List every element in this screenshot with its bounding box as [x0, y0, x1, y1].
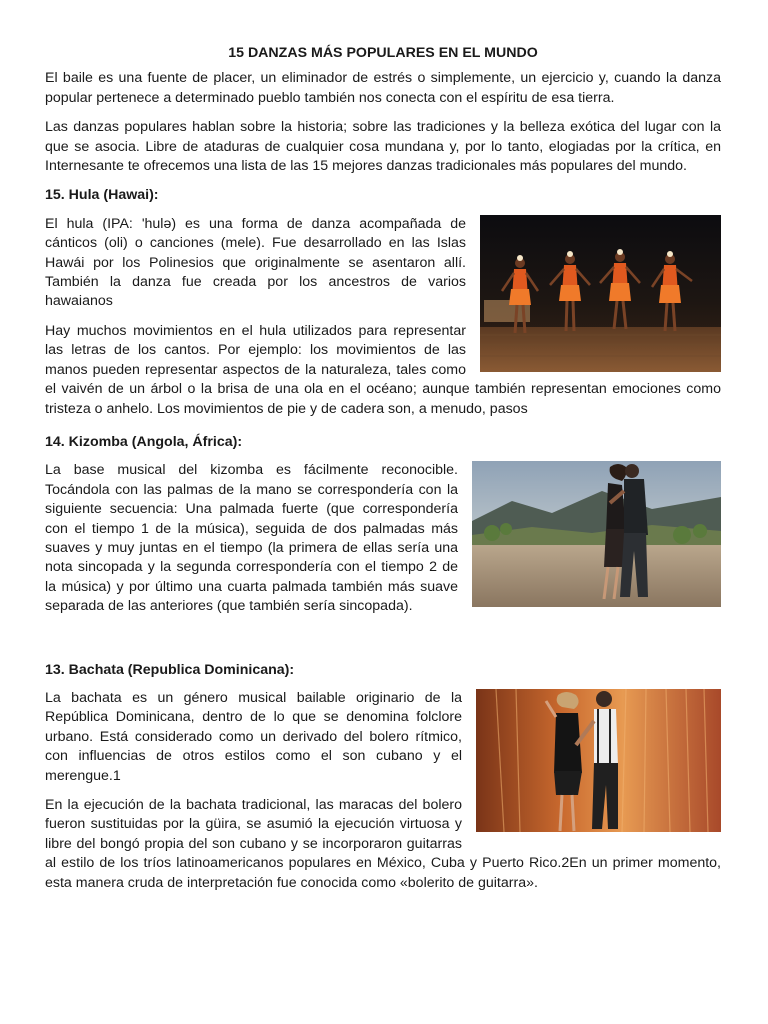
hula-dancers-photo: [480, 215, 721, 372]
section-heading-kizomba: 14. Kizomba (Angola, África):: [45, 433, 243, 450]
section-heading-bachata: 13. Bachata (Republica Dominicana):: [45, 661, 295, 678]
section-kizomba: [45, 433, 721, 627]
intro-paragraph-1: El baile es una fuente de placer, un eliminador de estrés o simplemente, un ejercicio y, cuando la danza popular pertenece a determinado pueblo también nos conecta con el espíritu de esa tierra.: [45, 70, 721, 106]
hula-paragraph-2: Hay muchos movimientos en el hula utilizados para representar las letras de los cantos. Por ejemplo: los movimientos de las manos pueden representar aspectos de la naturaleza, tales como el vaivén de un árbol o la brisa de una ola en el océano; aunque también representan emociones como tristeza o anhelo. Los movimientos de pie y de cadera son, a menudo, pasos: [45, 322, 721, 417]
document-page: [45, 44, 721, 903]
hula-paragraph-1: El hula (IPA: 'hulə) es una forma de danza acompañada de cánticos (oli) o canciones (mele). Fue desarrollado en las Islas Hawái por los Polinesios que originalmente se asentaron allí. También la danza fue creada por los ancestros de varios hawaianos: [45, 215, 466, 310]
document-title: 15 DANZAS MÁS POPULARES EN EL MUNDO: [228, 45, 538, 61]
kizomba-couple-photo: [472, 461, 721, 607]
section-hula: [45, 186, 721, 428]
section-heading-hula: 15. Hula (Hawai):: [45, 187, 159, 204]
bachata-couple-photo: [476, 689, 721, 832]
section-bachata: [45, 661, 721, 903]
bachata-paragraph-1: La bachata es un género musical bailable originario de la República Dominicana, dentro de lo que se denomina folclore urbano. Está considerado como un derivado del bolero rítmico, con influencias de otros estilos como el son cubano y el merengue.1: [45, 689, 462, 784]
intro-paragraph-2: Las danzas populares hablan sobre la historia; sobre las tradiciones y la belleza exótica del lugar con la que se asocia. Libre de ataduras de cualquier cosa mundana y, por lo tanto, elogiadas por la crítica, en Internesante te ofrecemos una lista de las 15 mejores danzas tradicionales más populares del mundo.: [45, 119, 721, 175]
kizomba-paragraph-1: La base musical del kizomba es fácilmente reconocible. Tocándola con las palmas de la mano se correspondería con la siguiente secuencia: Una palmada fuerte (que correspondería con el tiempo 1 de la música), seguida de dos palmadas más suaves y muy juntas en el tiempo (la primera de ellas sería una nota sincopada y la segunda correspondería con el tiempo 2 de la música) y por último una cuarta palmada también más suave separada de las anteriores (que también sería sincopada).: [45, 462, 458, 615]
bachata-paragraph-2: En la ejecución de la bachata tradicional, las maracas del bolero fueron sustituidas por la güira, se asumió la ejecución virtuosa y libre del bongó propia del son cubano y se incorporaron guitarras al estilo de los tríos latinoamericanos populares en México, Cuba y Puerto Rico.2En un primer momento, esta manera cruda de interpretación fue conocida como «bolerito de guitarra».: [45, 797, 721, 891]
